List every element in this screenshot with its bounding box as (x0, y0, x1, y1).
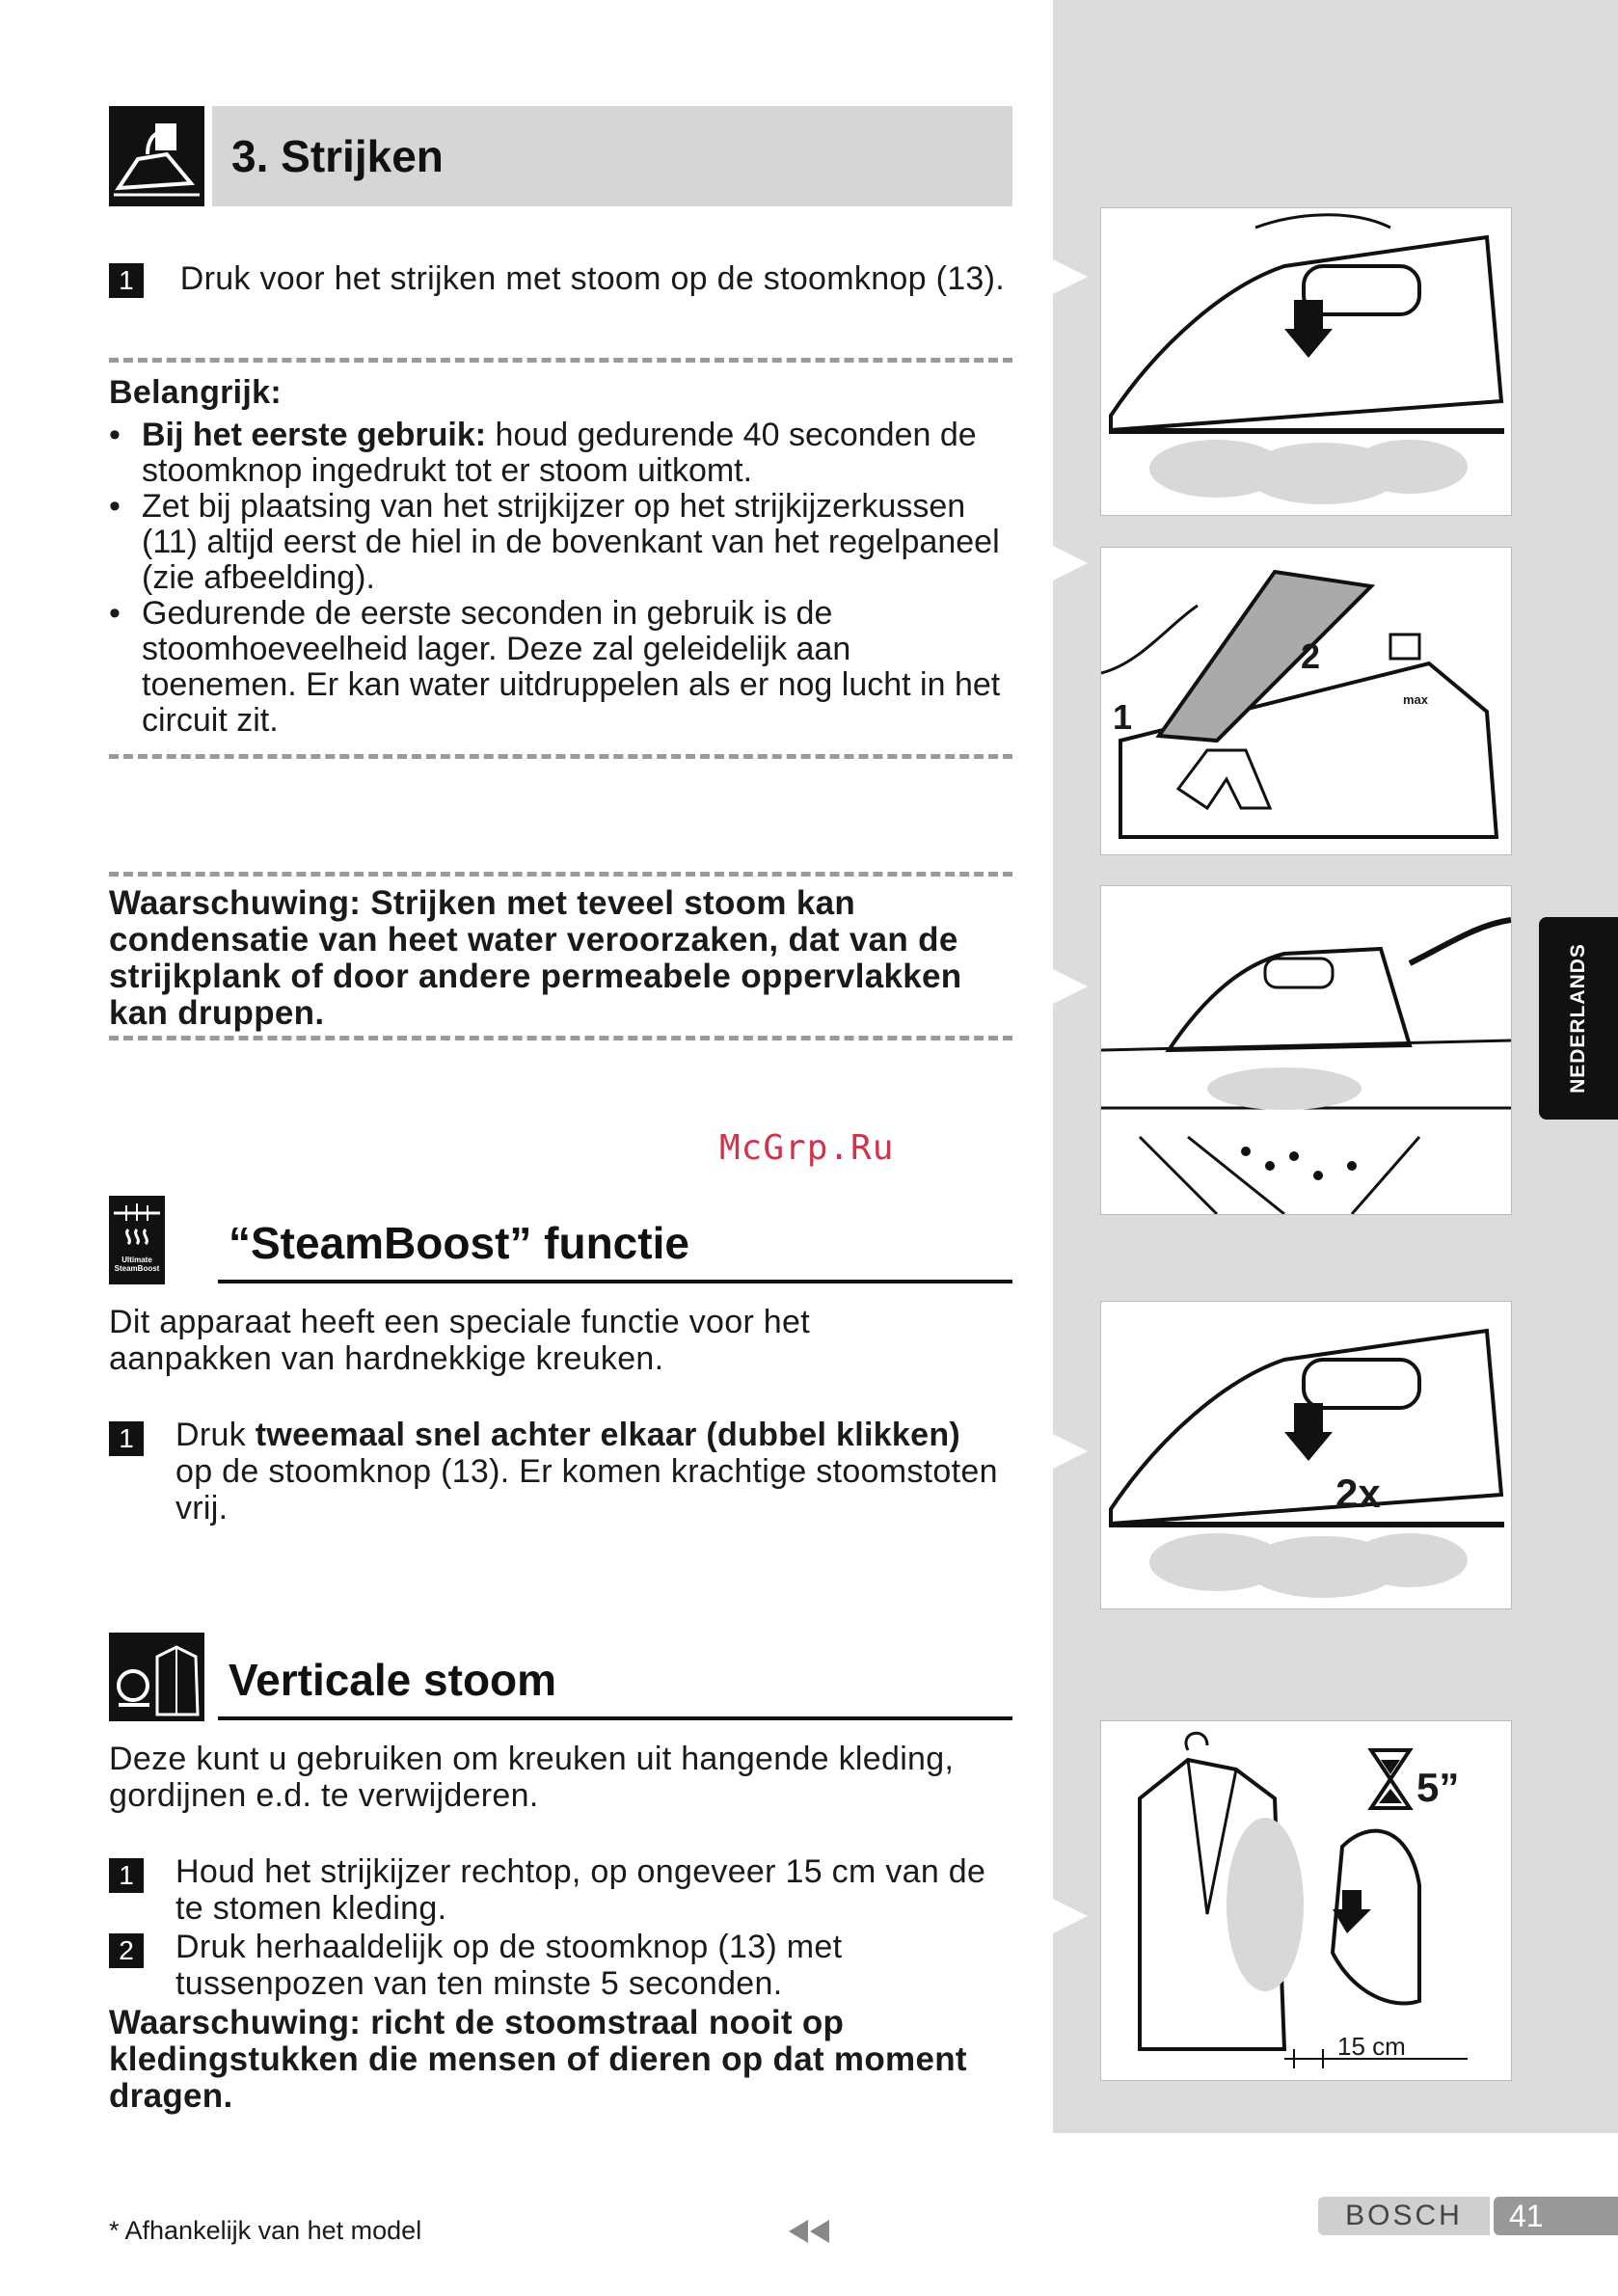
step-1 (109, 260, 1012, 298)
steamboost-icon (109, 1196, 165, 1284)
steamboost-icon-graphic (109, 1196, 165, 1263)
step-number: 1 (109, 1421, 144, 1456)
section-rule (218, 1716, 1012, 1720)
list-item-text: Zet bij plaatsing van het strijkijzer op het strijkijzerkussen (11) altijd eerst de hiel in de bovenkant van het regelpaneel (zie afbeelding). (142, 488, 1000, 596)
section-title: 3. Strijken (231, 131, 444, 181)
step-number-box (109, 1858, 144, 1893)
steamboost-step-1 (175, 1417, 1005, 1526)
iron-steam-illustration (1101, 208, 1511, 515)
steamboost-icon-caption: Ultimate SteamBoost (114, 1256, 160, 1273)
iron-on-base-illustration (1101, 548, 1511, 854)
panel-pointer (1053, 546, 1088, 581)
step-number: 2 (109, 1933, 144, 1968)
section-title: Verticale stoom (229, 1655, 557, 1705)
panel-pointer (1053, 259, 1088, 294)
back-arrows-icon[interactable] (787, 2218, 831, 2250)
vertical-steam-icon-graphic (109, 1633, 204, 1721)
important-list (109, 418, 1006, 739)
section-header-strijken (212, 106, 1012, 206)
figure-iron-on-base (1100, 547, 1512, 855)
language-tab-label: NEDERLANDS (1567, 943, 1589, 1094)
figure-vertical-steam (1100, 1720, 1512, 2081)
figure-steamboost (1100, 1301, 1512, 1609)
figure-label-2: 2 (1301, 636, 1321, 676)
figure-condensation (1100, 885, 1512, 1215)
language-tab (1539, 917, 1618, 1120)
step-number-box (109, 1421, 144, 1456)
brand-label: BOSCH (1318, 2197, 1490, 2235)
dashed-divider (109, 1036, 1012, 1040)
dashed-divider (109, 872, 1012, 877)
vertical-steam-icon (109, 1633, 204, 1721)
figure-time-label: 5” (1416, 1765, 1460, 1810)
list-item (109, 596, 1006, 739)
ironing-icon (109, 106, 204, 206)
step-number: 1 (109, 263, 144, 298)
panel-pointer (1053, 1434, 1088, 1469)
step-text-pre: Druk (175, 1417, 256, 1453)
iron-condensation-illustration (1101, 886, 1511, 1214)
list-item-text: houd gedurende 40 seconden de stoomknop ingedrukt tot er stoom uitkomt. (142, 417, 977, 489)
double-left-arrow-icon (787, 2218, 831, 2245)
step-text-post: op de stoomknop (13). Er komen krachtige stoomstoten vrij. (175, 1453, 998, 1526)
steamboost-intro: Dit apparaat heeft een speciale functie voor het aanpakken van hardnekkige kreuken. (109, 1304, 810, 1377)
vertical-step-2: Druk herhaaldelijk op de stoomknop (13) met tussenpozen van ten minste 5 seconden. (175, 1929, 843, 2002)
ironing-section-icon (109, 106, 204, 206)
vertical-step-1: Houd het strijkijzer rechtop, op ongeveer 15 cm van de te stomen kleding. (175, 1853, 986, 1927)
step-number-box (109, 1933, 144, 1968)
panel-pointer (1053, 969, 1088, 1004)
step-text: Druk voor het strijken met stoom op de stoomknop (13). (179, 260, 1005, 297)
footnote: * Afhankelijk van het model (109, 2216, 422, 2245)
warning-text: Waarschuwing: richt de stoomstraal nooit op kledingstukken die mensen of dieren op dat moment dragen. (109, 2004, 967, 2115)
figure-steam-button (1100, 207, 1512, 516)
list-item-bold: Bij het eerste gebruik: (142, 417, 487, 453)
section-rule (218, 1280, 1012, 1283)
dashed-divider (109, 358, 1012, 363)
figure-double-click-label: 2x (1335, 1471, 1381, 1516)
dashed-divider (109, 754, 1012, 759)
important-heading: Belangrijk: (109, 374, 283, 411)
figure-max-label: max (1403, 692, 1429, 707)
list-item (109, 489, 1006, 596)
vertical-intro: Deze kunt u gebruiken om kreuken uit hangende kleding, gordijnen e.d. te verwijderen. (109, 1741, 955, 1814)
panel-pointer (1053, 1899, 1088, 1933)
figure-distance-label: 15 cm (1337, 2032, 1406, 2061)
page-number: 41 (1494, 2197, 1618, 2235)
list-item-text: Gedurende de eerste seconden in gebruik is de stoomhoeveelheid lager. Deze zal geleidelijk aan toenemen. Er kan water uitdruppelen als er nog lucht in het circuit zit. (142, 595, 1001, 739)
figure-label-1: 1 (1113, 697, 1133, 737)
warning-text: Waarschuwing: Strijken met teveel stoom kan condensatie van heet water veroorzaken, dat van de strijkplank of door andere permeabele oppervlakken kan druppen. (109, 884, 962, 1032)
step-number: 1 (109, 1858, 144, 1893)
watermark: McGrp.Ru (719, 1128, 895, 1168)
step-text-bold: tweemaal snel achter elkaar (dubbel klikken) (255, 1417, 961, 1453)
section-title: “SteamBoost” functie (229, 1218, 689, 1268)
list-item (109, 418, 1006, 489)
iron-steamboost-illustration (1101, 1302, 1511, 1608)
